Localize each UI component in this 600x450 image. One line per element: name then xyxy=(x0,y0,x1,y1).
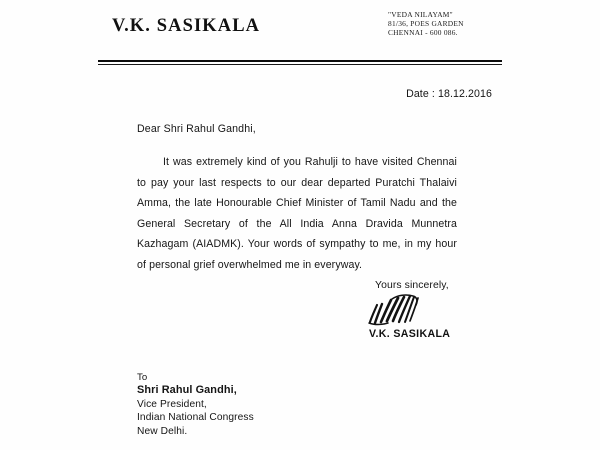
address-line: "VEDA NILAYAM" xyxy=(388,10,453,19)
letter-body: It was extremely kind of you Rahulji to have visited Chennai to pay your last respects to our dear departed Puratchi Thalaivi Amma, the late Honourable Chief Minister of Tamil Nadu and the General Secretary of the All India Anna Dravida Munnetra Kazhagam (AIADMK). Your words of sympathy to me, in my hour of personal grief overwhelmed me in everyway. xyxy=(137,156,457,271)
letterhead xyxy=(0,10,600,55)
letterhead-divider xyxy=(98,60,502,65)
recipient-to-label: To xyxy=(137,372,148,383)
recipient-city: New Delhi. xyxy=(137,425,188,437)
sender-address xyxy=(388,10,464,38)
recipient-organization: Indian National Congress xyxy=(137,412,254,424)
divider-thin-line xyxy=(98,64,502,65)
signature-block xyxy=(362,280,512,340)
recipient-name: Shri Rahul Gandhi, xyxy=(137,384,237,397)
address-line: 81/36, POES GARDEN xyxy=(388,19,464,29)
address-line: CHENNAI - 600 086. xyxy=(388,28,458,38)
recipient-title: Vice President, xyxy=(137,398,207,410)
sender-name: V.K. SASIKALA xyxy=(112,16,261,36)
salutation: Dear Shri Rahul Gandhi, xyxy=(137,123,256,135)
letter-date: Date : 18.12.2016 xyxy=(406,88,492,100)
handwritten-signature-icon xyxy=(362,292,512,328)
recipient-block xyxy=(137,371,254,438)
signature-printed-name: V.K. SASIKALA xyxy=(369,328,451,340)
closing-phrase: Yours sincerely, xyxy=(375,280,449,291)
